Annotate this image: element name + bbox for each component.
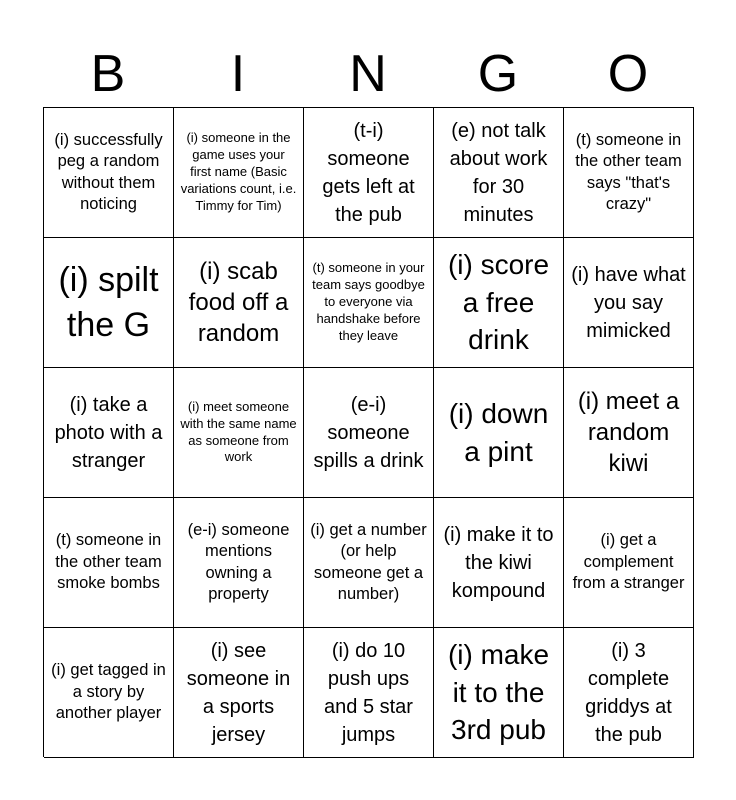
bingo-cell[interactable]: (i) get a complement from a stranger [564, 498, 694, 628]
bingo-cell[interactable]: (e-i) someone spills a drink [304, 368, 434, 498]
bingo-cell[interactable]: (t-i) someone gets left at the pub [304, 108, 434, 238]
bingo-cell[interactable]: (i) get tagged in a story by another player [44, 628, 174, 758]
bingo-cell[interactable]: (e) not talk about work for 30 minutes [434, 108, 564, 238]
bingo-cell[interactable]: (i) score a free drink [434, 238, 564, 368]
bingo-cell[interactable]: (t) someone in the other team smoke bombs [44, 498, 174, 628]
bingo-cell[interactable]: (i) get a number (or help someone get a number) [304, 498, 434, 628]
bingo-cell[interactable]: (i) meet a random kiwi [564, 368, 694, 498]
bingo-cell[interactable]: (t) someone in the other team says "that's crazy" [564, 108, 694, 238]
bingo-cell[interactable]: (i) down a pint [434, 368, 564, 498]
bingo-cell[interactable]: (i) make it to the kiwi kompound [434, 498, 564, 628]
header-letter-b: B [90, 45, 126, 103]
bingo-board [43, 107, 694, 757]
bingo-cell[interactable]: (i) scab food off a random [174, 238, 304, 368]
header-letter-n: N [349, 45, 387, 103]
bingo-cell[interactable]: (i) someone in the game uses your first name (Basic variations count, i.e. Timmy for Tim) [174, 108, 304, 238]
bingo-cell[interactable]: (i) have what you say mimicked [564, 238, 694, 368]
header-letter-o: O [607, 45, 649, 103]
header-letter-g: G [477, 45, 519, 103]
bingo-cell[interactable]: (i) make it to the 3rd pub [434, 628, 564, 758]
bingo-cell[interactable]: (i) 3 complete griddys at the pub [564, 628, 694, 758]
bingo-cell[interactable]: (i) take a photo with a stranger [44, 368, 174, 498]
bingo-cell[interactable]: (i) see someone in a sports jersey [174, 628, 304, 758]
bingo-cell[interactable]: (i) do 10 push ups and 5 star jumps [304, 628, 434, 758]
bingo-cell[interactable]: (e-i) someone mentions owning a property [174, 498, 304, 628]
header-letter-i: I [230, 45, 246, 103]
bingo-cell[interactable]: (i) spilt the G [44, 238, 174, 368]
bingo-cell[interactable]: (i) successfully peg a random without them noticing [44, 108, 174, 238]
bingo-header [43, 44, 693, 104]
bingo-cell[interactable]: (i) meet someone with the same name as someone from work [174, 368, 304, 498]
bingo-cell[interactable]: (t) someone in your team says goodbye to everyone via handshake before they leave [304, 238, 434, 368]
